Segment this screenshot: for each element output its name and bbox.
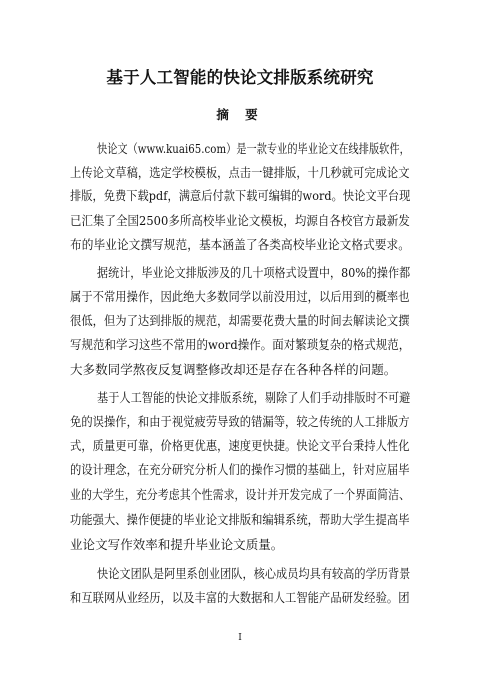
paragraph-line: 的设计理念，在充分研究分析人们的操作习惯的基础上，针对应届毕 — [70, 462, 410, 477]
paragraph-line: 据统计，毕业论文排版涉及的几十项格式设置中，80%的操作都 — [97, 265, 411, 280]
paragraph-line: 已汇集了全国2500多所高校毕业论文模板，均源自各校官方最新发 — [70, 213, 410, 228]
document-title: 基于人工智能的快论文排版系统研究 — [106, 68, 374, 87]
paragraph-line: 快论文团队是阿里系创业团队，核心成员均具有较高的学历背景 — [97, 566, 411, 581]
paragraph-line: 快论文（www.kuai65.com）是一款专业的毕业论文在线排版软件， — [97, 141, 410, 156]
abstract-heading: 摘 要 — [216, 107, 264, 122]
paragraph-line: 布的毕业论文撰写规范，基本涵盖了各类高校毕业论文格式要求。 — [70, 237, 410, 252]
paragraph-line: 排版，免费下载pdf，满意后付款下载可编辑的word。快论文平台现 — [70, 188, 411, 203]
paragraph-line: 上传论文草稿，选定学校模板，点击一键排版，十几秒就可完成论文 — [70, 165, 410, 180]
paragraph-line: 业论文写作效率和提升毕业论文质量。 — [70, 537, 284, 552]
paragraph-line: 业的大学生，充分考虑其个性需求，设计并开发完成了一个界面简洁、 — [70, 487, 411, 502]
paragraph-line: 和互联网从业经历，以及丰富的大数据和人工智能产品研发经验。团 — [70, 590, 410, 605]
paragraph-line: 基于人工智能的快论文排版系统，剔除了人们手动排版时不可避 — [97, 390, 411, 405]
paragraph-line: 大多数同学熬夜反复调整修改却还是存在各种各样的问题。 — [70, 362, 397, 377]
paragraph-line: 式，质量更可靠，价格更优惠，速度更快捷。快论文平台秉持人性化 — [70, 438, 410, 453]
paragraph-line: 写规范和学习这些不常用的word操作。面对繁琐复杂的格式规范， — [70, 337, 411, 352]
page-number: I — [238, 633, 242, 643]
paragraph-line: 功能强大、操作便捷的毕业论文排版和编辑系统，帮助大学生提高毕 — [70, 512, 410, 527]
paragraph-line: 属于不常用操作，因此绝大多数同学以前没用过，以后用到的概率也 — [70, 289, 410, 304]
paragraph-line: 很低，但为了达到排版的规范，却需要花费大量的时间去解读论文撰 — [70, 313, 410, 328]
paragraph-line: 免的误操作，和由于视觉疲劳导致的错漏等，较之传统的人工排版方 — [70, 414, 410, 429]
